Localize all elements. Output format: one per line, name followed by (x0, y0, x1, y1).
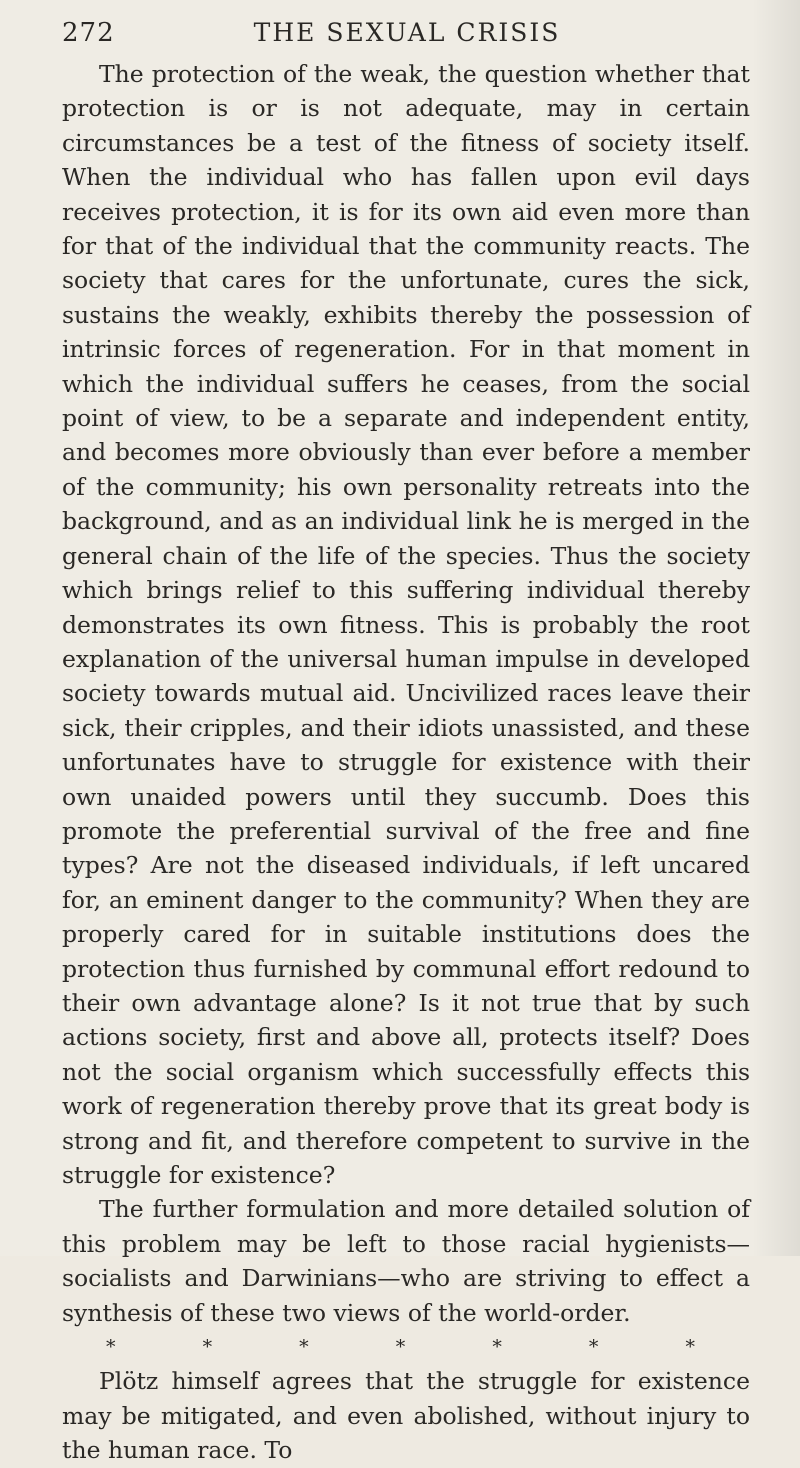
separator-asterisk: * (685, 1336, 695, 1359)
page-header (62, 18, 752, 54)
separator-asterisk: * (588, 1336, 599, 1359)
separator-asterisk: * (202, 1336, 213, 1359)
separator-asterisk: * (299, 1336, 309, 1359)
paragraph-further-formulation: The further formulation and more detailed solution of this problem may be left to those racial hygienists—socialists and Darwinians—who are striving to effect a synthesis of these two views of the world-order. (62, 1195, 750, 1327)
page-number: 272 (62, 18, 115, 48)
separator-asterisk: * (492, 1336, 502, 1359)
separator-asterisk: * (106, 1336, 116, 1359)
separator-asterisk: * (395, 1336, 406, 1359)
paragraph-plotz: Plötz himself agrees that the struggle for existence may be mitigated, and even abolished, without injury to the human race. To (62, 1367, 750, 1465)
body-text (62, 57, 750, 1468)
section-separator (62, 1330, 750, 1364)
running-title: THE SEXUAL CRISIS (253, 18, 561, 47)
paragraph-protection-of-weak: The protection of the weak, the question whether that protection is or is not adequate, may in certain circumstances be a test of the fitness of society itself. When the individual who has fallen upon evil days receives protection, it is for its own aid even more than for that of the individual that the community reacts. The society that cares for the unfortunate, cures the sick, sustains the weakly, exhibits thereby the possession of intrinsic forces of regeneration. For in that moment in which the individual suffers he ceases, from the social point of view, to be a separate and independent entity, and becomes more obviously than ever before a member of the community; his own personality retreats into the background, and as an individual link he is merged in the general chain of the life of the species. Thus the society which brings relief to this suffering individual thereby demonstrates its own fitness. This is probably the root explanation of the universal human impulse in developed society towards mutual aid. Uncivilized races leave their sick, their cripples, and their idiots unassisted, and these unfortunates have to struggle for existence with their own unaided powers until they succumb. Does this promote the preferential survival of the free and fine types? Are not the diseased individuals, if left uncared for, an eminent danger to the community? When they are properly cared for in suitable institutions does the protection thus furnished by communal effort redound to their own advantage alone? Is it not true that by such actions society, first and above all, protects itself? Does not the social organism which successfully effects this work of regeneration thereby prove that its great body is strong and fit, and therefore competent to survive in the struggle for existence? (62, 60, 750, 1189)
